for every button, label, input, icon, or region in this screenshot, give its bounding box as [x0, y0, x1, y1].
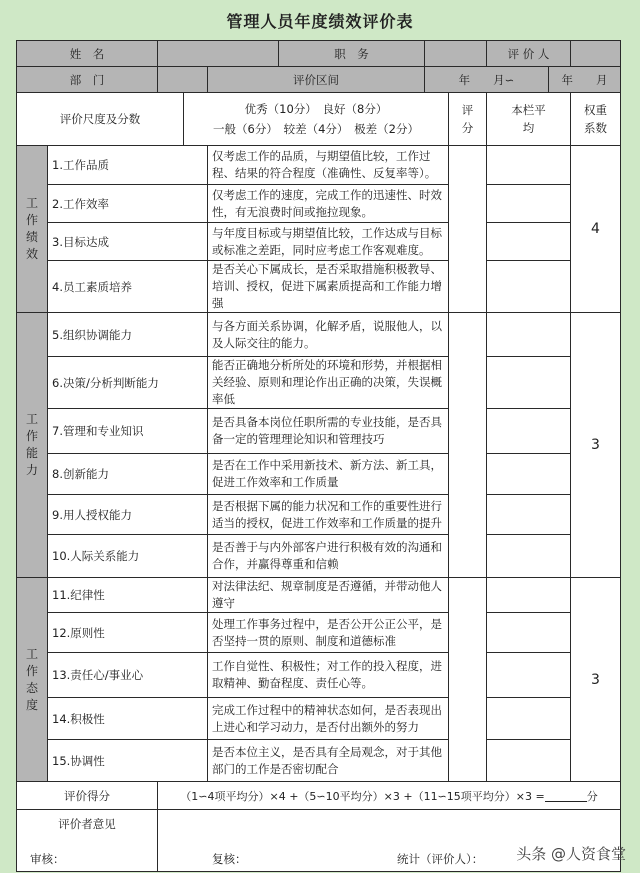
scale-label: 评价尺度及分数: [17, 93, 184, 146]
stats-label: 统计（评价人）：: [397, 852, 484, 866]
dept-label: 部 门: [17, 67, 158, 93]
criterion-label: 15.协调性: [48, 740, 208, 782]
score-formula: [158, 782, 621, 810]
avg-cell[interactable]: [487, 653, 571, 698]
table-row: [17, 261, 621, 313]
table-row: [17, 613, 621, 653]
avg-cell[interactable]: [487, 357, 571, 409]
criterion-desc: 与年度目标或与期望值比较，工作达成与目标或标准之差距，同时应考虑工作客观难度。: [208, 223, 449, 261]
review-label: 审核：: [30, 852, 65, 866]
score-col-header: 评 分: [449, 93, 487, 146]
scale-legend: [184, 93, 449, 146]
avg-cell[interactable]: [487, 223, 571, 261]
name-field[interactable]: [158, 41, 279, 67]
criterion-desc: 完成工作过程中的精神状态如何，是否表现出上进心和学习动力，是否付出额外的努力: [208, 698, 449, 740]
weight-value: 3: [571, 578, 621, 782]
group-label-attitude: 工 作 态 度: [17, 578, 48, 782]
criterion-label: 4.员工素质培养: [48, 261, 208, 313]
avg-col-header: 本栏平 均: [487, 93, 571, 146]
position-label: 职 务: [279, 41, 425, 67]
period-label: 评价区间: [208, 67, 425, 93]
criterion-label: 9.用人授权能力: [48, 495, 208, 535]
score-cell[interactable]: [449, 578, 487, 782]
table-row: [17, 578, 621, 613]
criterion-label: 12.原则性: [48, 613, 208, 653]
formula-text: （1∽4项平均分）×4 +（5∽10平均分）×3 +（11∽15项平均分）×3 =: [180, 789, 545, 803]
criterion-desc: 仅考虑工作的速度，完成工作的迅速性、时效性，有无浪费时间或拖拉现象。: [208, 185, 449, 223]
criterion-label: 11.纪律性: [48, 578, 208, 613]
scale-line2: 一般（6分） 较差（4分） 极差（2分）: [213, 122, 419, 136]
avg-cell[interactable]: [487, 613, 571, 653]
score-cell[interactable]: [449, 146, 487, 313]
criterion-label: 3.目标达成: [48, 223, 208, 261]
name-label: 姓 名: [17, 41, 158, 67]
criterion-desc: 是否善于与内外部客户进行积极有效的沟通和合作，并赢得尊重和信赖: [208, 535, 449, 578]
table-row: [17, 495, 621, 535]
avg-cell[interactable]: [487, 185, 571, 223]
evaluation-table: [16, 40, 621, 872]
criterion-desc: 处理工作事务过程中，是否公开公正公平，是否坚持一贯的原则、制度和道德标准: [208, 613, 449, 653]
criterion-label: 13.责任心/事业心: [48, 653, 208, 698]
table-row: [17, 357, 621, 409]
table-row: [17, 185, 621, 223]
criterion-label: 10.人际关系能力: [48, 535, 208, 578]
avg-cell[interactable]: [487, 409, 571, 454]
criterion-label: 6.决策/分析判断能力: [48, 357, 208, 409]
criterion-desc: 是否本位主义，是否具有全局观念，对于其他部门的工作是否密切配合: [208, 740, 449, 782]
criterion-desc: 是否根据下属的能力状况和工作的重要性进行适当的授权，促进工作效率和工作质量的提升: [208, 495, 449, 535]
table-row: [17, 409, 621, 454]
table-row: [17, 313, 621, 357]
criterion-desc: 仅考虑工作的品质，与期望值比较，工作过程、结果的符合程度（准确性、反复率等）。: [208, 146, 449, 185]
criterion-desc: 能否正确地分析所处的环境和形势，并根据相关经验、原则和理论作出正确的决策，失误概率低: [208, 357, 449, 409]
avg-cell[interactable]: [487, 146, 571, 185]
avg-cell[interactable]: [487, 454, 571, 495]
criterion-desc: 对法律法纪、规章制度是否遵循，并带动他人遵守: [208, 578, 449, 613]
scale-line1: 优秀（10分） 良好（8分）: [244, 102, 388, 116]
criterion-desc: 是否在工作中采用新技术、新方法、新工具，促进工作效率和工作质量: [208, 454, 449, 495]
avg-cell[interactable]: [487, 698, 571, 740]
avg-cell[interactable]: [487, 740, 571, 782]
period-from[interactable]: 年 月∽: [425, 67, 549, 93]
criterion-desc: 工作自觉性、积极性；对工作的投入程度，进取精神、勤奋程度、责任心等。: [208, 653, 449, 698]
criterion-desc: 与各方面关系协调，化解矛盾，说服他人，以及人际交往的能力。: [208, 313, 449, 357]
criterion-label: 8.创新能力: [48, 454, 208, 495]
total-score-blank[interactable]: [545, 789, 587, 802]
criterion-label: 14.积极性: [48, 698, 208, 740]
criterion-label: 2.工作效率: [48, 185, 208, 223]
avg-cell[interactable]: [487, 261, 571, 313]
table-row: [17, 653, 621, 698]
table-row: [17, 535, 621, 578]
avg-cell[interactable]: [487, 495, 571, 535]
weight-col-header: 权重 系数: [571, 93, 621, 146]
weight-value: 4: [571, 146, 621, 313]
evaluator-field[interactable]: [571, 41, 621, 67]
criterion-label: 5.组织协调能力: [48, 313, 208, 357]
table-row: [17, 698, 621, 740]
page-title: 管理人员年度绩效评价表: [226, 12, 414, 31]
watermark: 头条 @人资食堂: [516, 845, 626, 863]
criterion-desc: 是否关心下属成长，是否采取措施积极教导、培训、授权，促进下属素质提高和工作能力增强: [208, 261, 449, 313]
weight-value: 3: [571, 313, 621, 578]
table-row: [17, 740, 621, 782]
score-unit: 分: [586, 789, 598, 803]
criterion-label: 7.管理和专业知识: [48, 409, 208, 454]
dept-field[interactable]: [158, 67, 208, 93]
table-row: [17, 454, 621, 495]
table-row: [17, 146, 621, 185]
avg-cell[interactable]: [487, 313, 571, 357]
period-to[interactable]: 年 月: [549, 67, 621, 93]
score-cell[interactable]: [449, 313, 487, 578]
avg-cell[interactable]: [487, 535, 571, 578]
evaluator-label: 评 价 人: [487, 41, 571, 67]
avg-cell[interactable]: [487, 578, 571, 613]
opinion-label: 评价者意见: [17, 810, 158, 872]
group-label-performance: 工 作 绩 效: [17, 146, 48, 313]
position-field[interactable]: [425, 41, 487, 67]
group-label-ability: 工 作 能 力: [17, 313, 48, 578]
criterion-label: 1.工作品质: [48, 146, 208, 185]
table-row: [17, 223, 621, 261]
score-label: 评价得分: [17, 782, 158, 810]
recheck-label: 复核：: [212, 852, 247, 866]
criterion-desc: 是否具备本岗位任职所需的专业技能，是否具备一定的管理理论知识和管理技巧: [208, 409, 449, 454]
